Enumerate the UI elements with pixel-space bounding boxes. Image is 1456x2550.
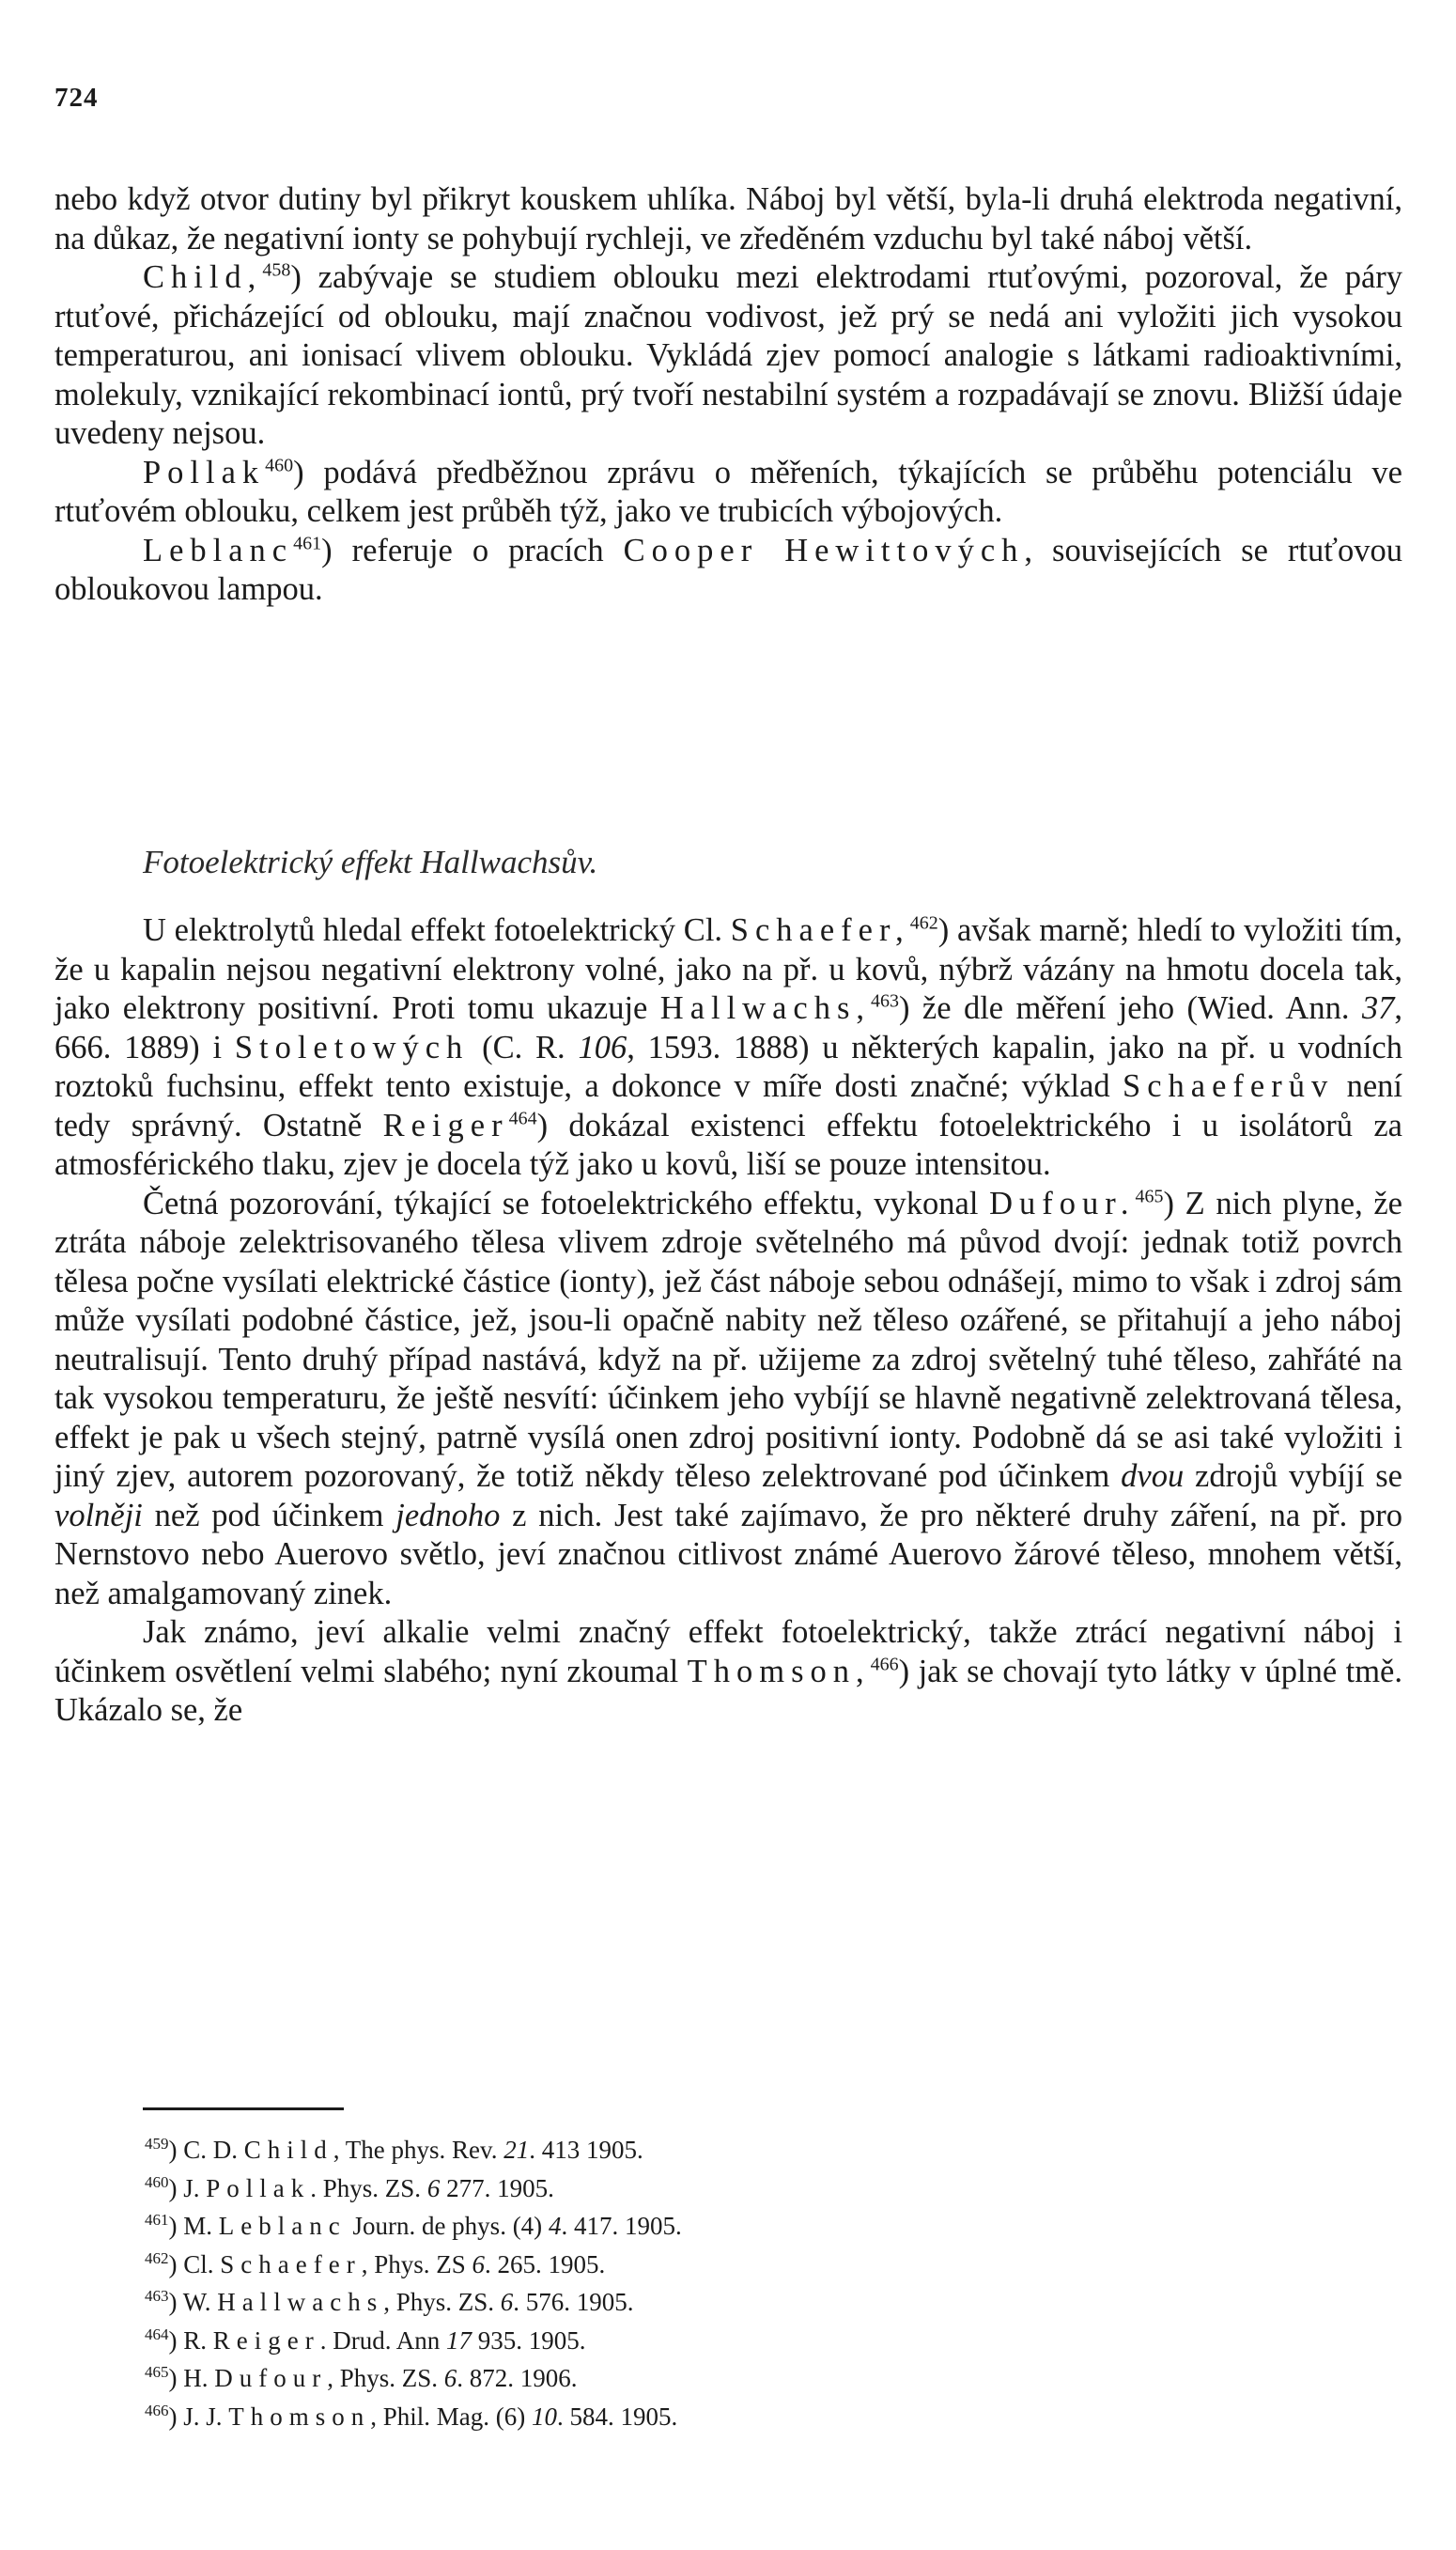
paragraph [54, 1185, 1402, 1614]
text-run: . Phys. ZS. [310, 2173, 427, 2202]
spaced-name: Thomson, [687, 1653, 871, 1689]
footnote-ref: 458 [262, 259, 291, 281]
footnote-ref: 461 [293, 533, 322, 553]
text-run: Četná pozorování, týkající se fotoelektrického effektu, vykonal [143, 1185, 990, 1221]
text-run: . Drud. Ann [319, 2325, 446, 2355]
text-run: , Phys. ZS [361, 2249, 472, 2278]
text-run: ) C. D. [168, 2136, 244, 2164]
text-run: , Phys. ZS. [383, 2288, 501, 2316]
text-run: (C. R. [469, 1029, 579, 1065]
spaced-name: Cooper Hewittových [623, 532, 1025, 568]
spaced-name: Dufour [214, 2364, 328, 2392]
text-run: . 417. 1905. [561, 2212, 682, 2240]
spaced-name: Schaeferův [1123, 1068, 1335, 1104]
italic-text: dvou [1121, 1458, 1185, 1494]
footnote-number: 459 [145, 2135, 169, 2153]
footnote-item [145, 2280, 1366, 2319]
text-run: není tedy správný. Ostatně [54, 1068, 1402, 1143]
italic-text: 17 [445, 2325, 472, 2355]
paragraph [54, 911, 1402, 1185]
footnote-item [145, 2243, 1366, 2281]
text-run: z nich. Jest také zajímavo, že pro některé druhy záření, na př. pro Nernstovo nebo Auerovo světlo, jeví značnou citlivost známé Auerovo žárové těleso, mnohem větší, než amalgamovaný zinek. [54, 1497, 1402, 1611]
body-text-upper [54, 180, 1402, 610]
italic-text: 6 [472, 2249, 485, 2278]
text-run: Journ. de phys. (4) [346, 2212, 549, 2240]
text-run: 935. 1905. [471, 2325, 586, 2355]
text-run: nebo když otvor dutiny byl přikryt kouskem uhlíka. Náboj byl větší, byla-li druhá elektroda negativní, na důkaz, že negativní ionty se pohybují rychleji, ve zředěném vzduchu byl také náboj větší. [54, 181, 1402, 257]
paragraph [54, 454, 1402, 532]
text-run: ) avšak marně; hledí to vyložiti tím, že u kapalin nejsou negativní elektrony volné, jako na př. u kovů, nýbrž vázány na hmotu docela tak, jako elektrony positivní. Proti tomu ukazuje [54, 912, 1402, 1026]
text-run: ) H. [168, 2364, 215, 2392]
paragraph [54, 532, 1402, 610]
paragraph [54, 258, 1402, 454]
paragraph [54, 180, 1402, 258]
footnote-ref: 462 [909, 912, 938, 934]
footnote-number: 463 [145, 2287, 169, 2305]
text-run: ) podává předběžnou zprávu o měřeních, týkajících se průběhu potenciálu ve rtuťovém oblouku, celkem jest průběh týž, jako ve trubicích výbojových. [54, 454, 1402, 529]
footnote-number: 460 [145, 2172, 169, 2191]
text-run: , 1593. 1888) u některých kapalin, jako na př. u vodních roztoků fuchsinu, effekt tento existuje, a dokonce v míře dosti značné; výklad [54, 1029, 1402, 1104]
spaced-name: Pollak [206, 2173, 311, 2202]
footnotes [145, 2128, 1366, 2433]
footnote-number: 461 [145, 2211, 169, 2229]
footnote-item [145, 2395, 1366, 2433]
paragraph [54, 1613, 1402, 1731]
spaced-name: Hallwachs, [659, 990, 872, 1026]
footnote-ref: 463 [871, 990, 900, 1012]
italic-text: 10 [532, 2402, 558, 2431]
text-run: ) dokázal existenci effektu fotoelektrického i u isolátorů za atmosférického tlaku, zjev je docela týž jako u kovů, liší se pouze intensitou. [54, 1107, 1402, 1182]
spaced-name: Child [243, 2136, 333, 2164]
footnote-item [145, 2319, 1366, 2357]
footnote-ref: 465 [1135, 1186, 1164, 1206]
italic-text: 6 [426, 2173, 441, 2202]
spaced-name: Child, [143, 259, 263, 295]
text-run: . 576. 1905. [513, 2288, 634, 2316]
footnote-number: 464 [145, 2325, 169, 2343]
italic-text: 106 [578, 1029, 627, 1065]
footnote-ref: 466 [870, 1654, 899, 1674]
spaced-name: Reiger [382, 1107, 509, 1143]
text-run: U elektrolytů hledal effekt fotoelektrický Cl. [143, 912, 731, 948]
text-run: . 413 1905. [529, 2136, 643, 2164]
text-run: Jak známo, jeví alkalie velmi značný effekt fotoelektrický, takže ztrácí negativní náboj i účinkem osvětlení velmi slabého; nyní zkoumal [54, 1614, 1402, 1689]
spaced-name: Leblanc [218, 2212, 347, 2240]
book-page [54, 0, 1402, 2550]
text-run: ) J. [168, 2173, 207, 2202]
text-run: 277. 1905. [440, 2173, 554, 2202]
italic-text: volněji [54, 1497, 143, 1533]
italic-text: 6 [500, 2288, 514, 2316]
footnote-ref: 460 [265, 455, 294, 475]
text-run: ) jak se chovají tyto látky v úplné tmě. Ukázalo se, že [54, 1653, 1402, 1728]
spaced-name: Hallwachs [217, 2288, 384, 2316]
footnote-item [145, 2356, 1366, 2395]
italic-text: 21 [503, 2136, 530, 2164]
footnote-number: 466 [145, 2401, 169, 2419]
text-run: ) referuje o pracích [321, 532, 624, 568]
spaced-name: Reiger [212, 2325, 320, 2355]
italic-text: jednoho [395, 1497, 501, 1533]
text-run: , Phys. ZS. [327, 2364, 444, 2392]
text-run: , souvisejících se rtuťovou obloukovou lampou. [54, 532, 1402, 607]
footnote-number: 462 [145, 2248, 169, 2267]
text-run: , Phil. Mag. (6) [370, 2402, 533, 2431]
spaced-name: Thomson [228, 2402, 371, 2431]
body-text-lower [54, 911, 1402, 1731]
text-run: ) M. [168, 2212, 219, 2240]
text-run: . 584. 1905. [557, 2402, 678, 2431]
text-run: . 265. 1905. [485, 2249, 606, 2278]
italic-text: 37 [1361, 990, 1395, 1026]
text-run: ) W. [168, 2288, 218, 2316]
footnote-item [145, 2167, 1366, 2205]
footnote-divider [143, 2107, 344, 2110]
italic-text: 4 [548, 2212, 562, 2240]
text-run: , The phys. Rev. [333, 2136, 504, 2164]
text-run: ) Z nich plyne, že ztráta náboje zelektrisovaného tělesa vlivem zdroje světelného má původ dvojí: jednak totiž povrch tělesa počne vysílati elektrické částice (ionty), jež část náboje sebou odnášejí, mimo to však i zdroj sám může vysílati podobné částice, jež, jsou-li opačně nabity než těleso ozářené, se přitahují a jeho náboj neutralisují. Tento druhý případ nastává, když na př. užijeme za zdroj světelný tuhé těleso, zahřáté na tak vysokou temperaturu, že ještě nesvítí: účinkem jeho vybíjí se hlavně negativně zelektrovaná tělesa, effekt je pak u všech stejný, patrně vysílá onen zdroj positivní ionty. Podobně dá se asi také vyložiti i jiný zjev, autorem pozorovaný, že totiž někdy těleso zelektrované pod účinkem [54, 1185, 1402, 1494]
spaced-name: Leblanc [143, 532, 294, 568]
spaced-name: Pollak [143, 454, 266, 490]
text-run: než pod účinkem [142, 1497, 396, 1533]
section-heading: Fotoelektrický effekt Hallwachsův. [143, 844, 598, 880]
spaced-name: Stoletowých [234, 1029, 470, 1065]
text-run: ) že dle měření jeho (Wied. Ann. [899, 990, 1362, 1026]
spaced-name: Schaefer [220, 2249, 362, 2278]
text-run: ) zabývaje se studiem oblouku mezi elektrodami rtuťovými, pozoroval, že páry rtuťové, přicházející od oblouku, mají značnou vodivost, jež prý se nedá ani vyložiti jich vysokou temperaturou, ani ionisací vlivem oblouku. Vykládá zjev pomocí analogie s látkami radioaktivními, molekuly, vznikající rekombinací iontů, prý tvoří nestabilní systém a rozpadávají se znovu. Bližší údaje uvedeny nejsou. [54, 259, 1402, 451]
text-run: ) Cl. [168, 2249, 221, 2278]
footnote-ref: 464 [508, 1108, 537, 1128]
italic-text: 6 [443, 2364, 457, 2392]
footnote-item [145, 2128, 1366, 2167]
footnote-item [145, 2204, 1366, 2243]
text-run: , 666. 1889) i [54, 990, 1402, 1065]
text-run: ) R. [168, 2325, 213, 2355]
text-run: ) J. J. [168, 2402, 229, 2431]
footnote-number: 465 [145, 2363, 169, 2381]
text-run: . 872. 1906. [457, 2364, 578, 2392]
page-number: 724 [54, 83, 99, 113]
text-run: zdrojů vybíjí se [1184, 1458, 1402, 1494]
spaced-name: Schaefer, [730, 912, 910, 948]
spaced-name: Dufour. [989, 1185, 1136, 1221]
